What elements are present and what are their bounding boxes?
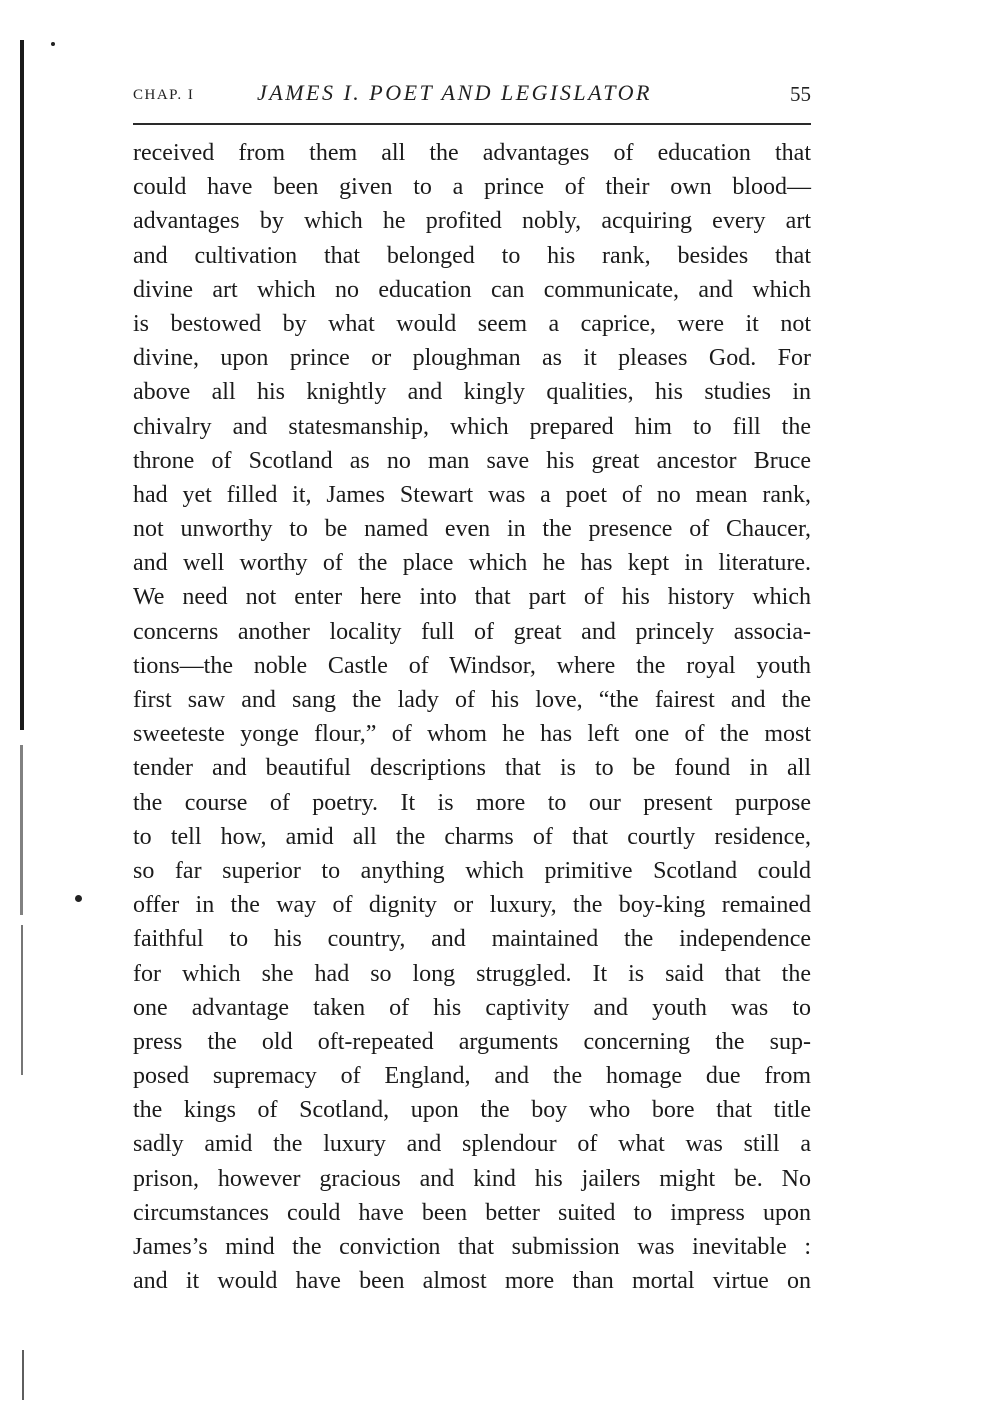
text-line: and cultivation that belonged to his rank, besides that bbox=[133, 242, 811, 269]
text-line: so far superior to anything which primitive Scotland could bbox=[133, 857, 811, 884]
binding-edge-mark bbox=[20, 40, 24, 730]
binding-edge-mark bbox=[20, 745, 23, 915]
text-line: divine, upon prince or ploughman as it pleases God. For bbox=[133, 345, 811, 372]
binding-edge-mark bbox=[21, 925, 23, 1075]
text-line: throne of Scotland as no man save his great ancestor Bruce bbox=[133, 447, 811, 474]
text-line: concerns another locality full of great and princely associa- bbox=[133, 618, 811, 645]
text-line: sweeteste yonge flour,” of whom he has left one of the most bbox=[133, 721, 811, 748]
text-line: James’s mind the conviction that submission was inevitable : bbox=[133, 1234, 811, 1260]
text-line: divine art which no education can communicate, and which bbox=[133, 276, 811, 303]
text-line: received from them all the advantages of education that bbox=[133, 140, 811, 166]
text-line: above all his knightly and kingly qualities, his studies in bbox=[133, 379, 811, 406]
running-title: JAMES I. POET AND LEGISLATOR bbox=[257, 80, 652, 105]
text-line: had yet filled it, James Stewart was a poet of no mean rank, bbox=[133, 481, 811, 508]
text-line: could have been given to a prince of their own blood— bbox=[133, 174, 811, 201]
binding-edge-mark bbox=[22, 1350, 24, 1400]
text-line: press the old oft-repeated arguments concerning the sup- bbox=[133, 1028, 811, 1055]
text-line: first saw and sang the lady of his love, “the fairest and the bbox=[133, 687, 811, 713]
text-line: sadly amid the luxury and splendour of what was still a bbox=[133, 1131, 811, 1158]
text-line: the kings of Scotland, upon the boy who bore that title bbox=[133, 1097, 811, 1124]
scan-speck bbox=[75, 895, 82, 902]
header-rule bbox=[133, 123, 811, 125]
text-line: tender and beautiful descriptions that is to be found in all bbox=[133, 755, 811, 782]
text-line: is bestowed by what would seem a caprice, were it not bbox=[133, 310, 811, 337]
page-number: 55 bbox=[790, 82, 811, 106]
text-line: faithful to his country, and maintained the independence bbox=[133, 926, 811, 953]
text-line: the course of poetry. It is more to our present purpose bbox=[133, 789, 811, 816]
text-line: for which she had so long struggled. It is said that the bbox=[133, 960, 811, 987]
text-line: offer in the way of dignity or luxury, the boy-king remained bbox=[133, 892, 811, 919]
text-line: to tell how, amid all the charms of that courtly residence, bbox=[133, 823, 811, 850]
chapter-label: CHAP. I bbox=[133, 87, 195, 103]
text-line: We need not enter here into that part of his history which bbox=[133, 584, 811, 611]
text-line: one advantage taken of his captivity and youth was to bbox=[133, 994, 811, 1021]
text-line: posed supremacy of England, and the homage due from bbox=[133, 1063, 811, 1090]
text-line: not unworthy to be named even in the presence of Chaucer, bbox=[133, 516, 811, 543]
body-text bbox=[133, 136, 811, 1298]
scan-speck bbox=[51, 42, 55, 46]
text-line: circumstances could have been better suited to impress upon bbox=[133, 1199, 811, 1226]
text-line: prison, however gracious and kind his jailers might be. No bbox=[133, 1165, 811, 1192]
text-line: and it would have been almost more than mortal virtue on bbox=[133, 1268, 811, 1295]
running-header bbox=[133, 78, 811, 108]
text-line: advantages by which he profited nobly, acquiring every art bbox=[133, 208, 811, 235]
text-line: tions—the noble Castle of Windsor, where the royal youth bbox=[133, 652, 811, 679]
text-line: and well worthy of the place which he has kept in literature. bbox=[133, 550, 811, 577]
text-line: chivalry and statesmanship, which prepared him to fill the bbox=[133, 413, 811, 440]
